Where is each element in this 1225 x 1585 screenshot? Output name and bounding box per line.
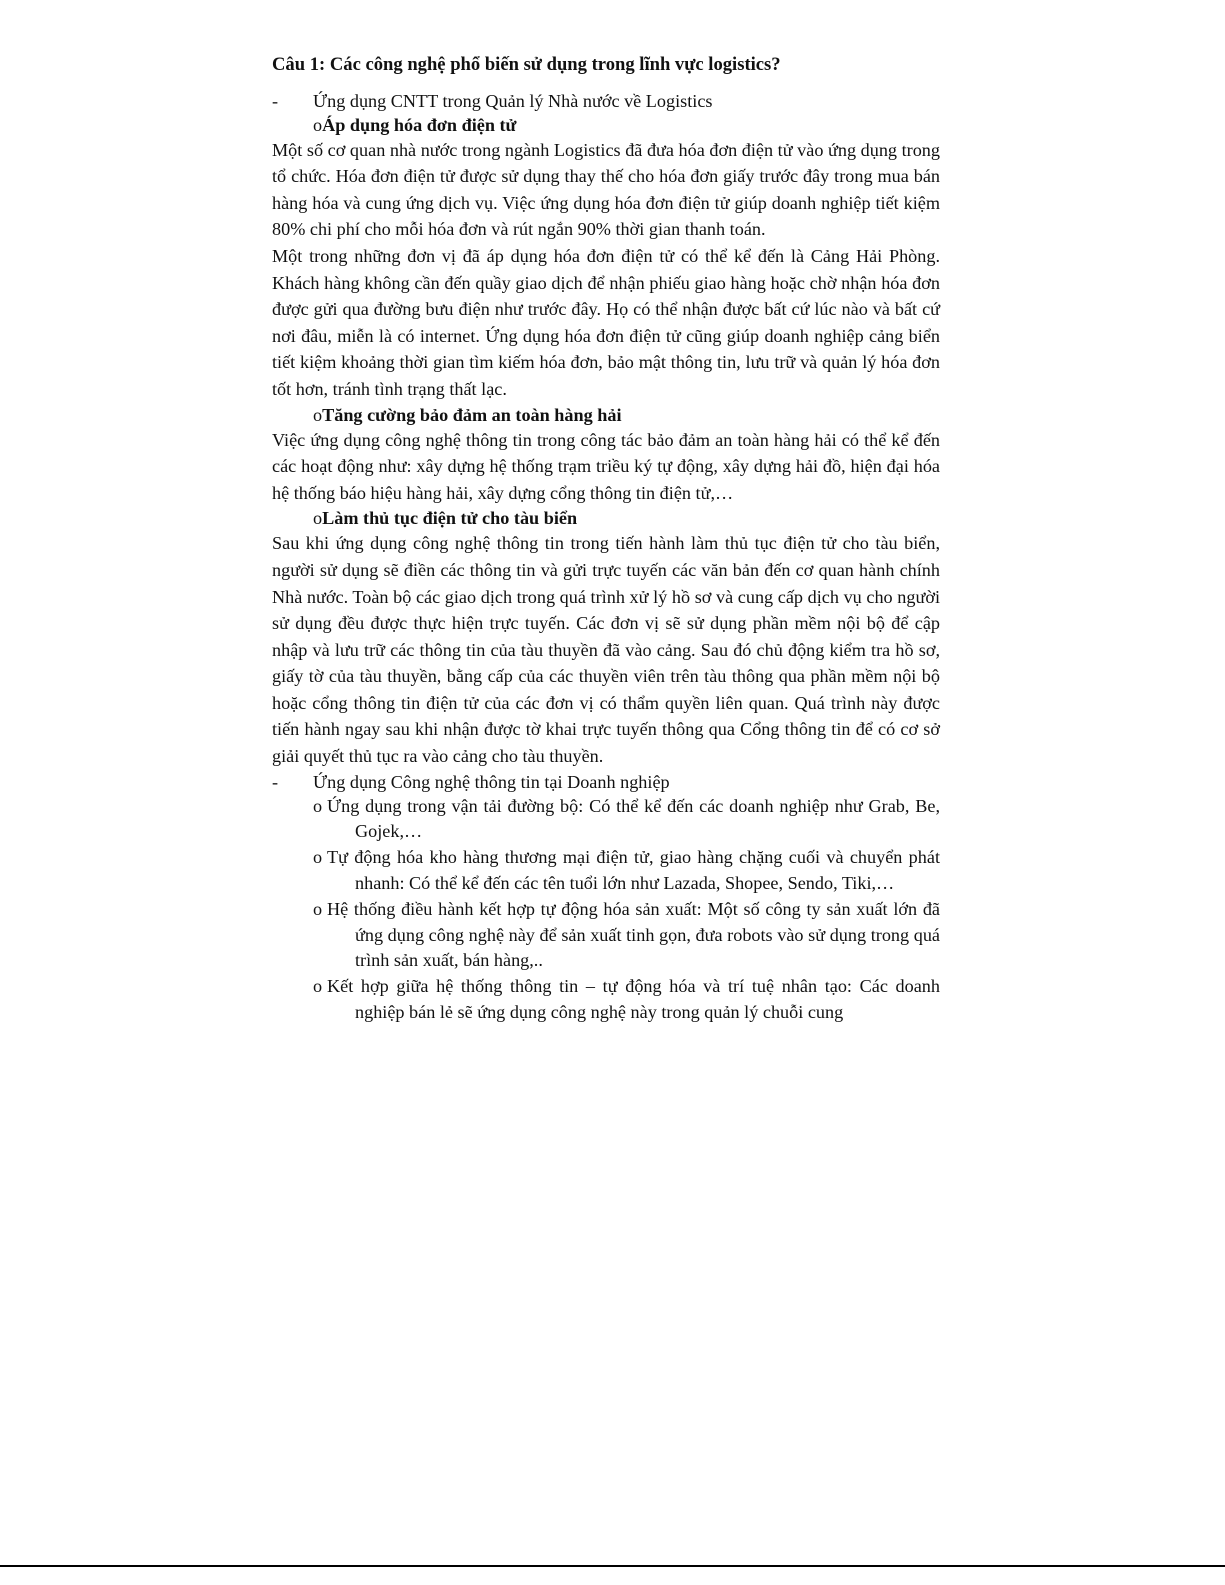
enterprise-list-item [272,845,940,897]
subsection-1-paragraph-2: Một trong những đơn vị đã áp dụng hóa đơn điện tử có thể kể đến là Cảng Hải Phòng. Khách hàng không cần đến quầy giao dịch để nhận phiếu giao hàng hoặc chờ nhận hóa đơn được gửi qua đường bưu điện như trước đây. Họ có thể nhận được bất cứ lúc nào và bất cứ nơi đâu, miễn là có internet. Ứng dụng hóa đơn điện tử cũng giúp doanh nghiệp cảng biển tiết kiệm khoảng thời gian tìm kiếm hóa đơn, bảo mật thông tin, lưu trữ và quản lý hóa đơn tốt hơn, tránh tình trạng thất lạc. [272,245,940,399]
subsection-1-title [272,113,940,137]
section-1-title-text: Ứng dụng CNTT trong Quản lý Nhà nước về Logistics [313,90,713,111]
section-2-title [272,770,940,794]
subsection-1-title-text: Áp dụng hóa đơn điện tử [322,114,517,135]
dash-marker: - [272,771,279,792]
circle-bullet: o [313,976,323,997]
circle-bullet: o [313,404,323,425]
list-item-text: Tự động hóa kho hàng thương mại điện tử, giao hàng chặng cuối và chuyển phát nhanh: Có thể kể đến các tên tuổi lớn như Lazada, Shopee, Sendo, Tiki,… [327,847,940,894]
subsection-3-title [272,506,940,530]
circle-bullet: o [313,898,323,919]
dash-marker: - [272,90,279,111]
circle-bullet: o [313,114,323,135]
enterprise-list-item [272,974,940,1026]
subsection-2-title [272,403,940,427]
list-item-text: Hệ thống điều hành kết hợp tự động hóa sản xuất: Một số công ty sản xuất lớn đã ứng dụng công nghệ này để sản xuất tinh gọn, đưa robots vào sử dụng trong quá trình sản xuất, bán hàng,.. [327,898,940,971]
question-heading: Câu 1: Các công nghệ phổ biến sử dụng trong lĩnh vực logistics? [272,54,781,75]
section-1-title [272,89,940,113]
list-item-text: Kết hợp giữa hệ thống thông tin – tự động hóa và trí tuệ nhân tạo: Các doanh nghiệp bán lẻ sẽ ứng dụng công nghệ này trong quản lý chuỗi cung [327,976,940,1023]
subsection-2-title-text: Tăng cường bảo đảm an toàn hàng hải [322,404,622,425]
circle-bullet: o [313,795,323,816]
subsection-2-paragraph: Việc ứng dụng công nghệ thông tin trong công tác bảo đảm an toàn hàng hải có thể kể đến các hoạt động như: xây dựng hệ thống trạm triều ký tự động, xây dựng hải đồ, hiện đại hóa hệ thống báo hiệu hàng hải, xây dựng cổng thông tin điện tử,… [272,429,940,503]
subsection-3-paragraph: Sau khi ứng dụng công nghệ thông tin trong tiến hành làm thủ tục điện tử cho tàu biển, người sử dụng sẽ điền các thông tin và gửi trực tuyến các văn bản đến cơ quan hành chính Nhà nước. Toàn bộ các giao dịch trong quá trình xử lý hồ sơ và cung cấp dịch vụ cho người sử dụng đều được thực hiện trực tuyến. Các đơn vị sẽ sử dụng phần mềm nội bộ để cập nhập và lưu trữ các thông tin của tàu thuyền đã vào cảng. Sau đó chủ động kiểm tra hồ sơ, giấy tờ của tàu thuyền, bằng cấp của các thuyền viên trên tàu thông qua phần mềm nội bộ hoặc cổng thông tin điện tử của các đơn vị có thẩm quyền liên quan. Quá trình này được tiến hành ngay sau khi nhận được tờ khai trực tuyến thông qua Cổng thông tin để có cơ sở giải quyết thủ tục ra vào cảng cho tàu thuyền. [272,533,940,767]
section-2-title-text: Ứng dụng Công nghệ thông tin tại Doanh nghiệp [313,771,670,792]
document-page [272,52,940,1026]
subsection-3-title-text: Làm thủ tục điện tử cho tàu biển [322,508,578,529]
page-bottom-border [0,1565,1225,1567]
list-item-text: Ứng dụng trong vận tải đường bộ: Có thể kể đến các doanh nghiệp như Grab, Be, Gojek,… [327,795,940,842]
enterprise-list-item [272,794,940,846]
enterprise-list-item [272,897,940,974]
circle-bullet: o [313,508,323,529]
circle-bullet: o [313,847,323,868]
subsection-1-paragraph-1: Một số cơ quan nhà nước trong ngành Logistics đã đưa hóa đơn điện tử vào ứng dụng trong tổ chức. Hóa đơn điện tử được sử dụng thay thế cho hóa đơn giấy trước đây trong mua bán hàng hóa và cung ứng dịch vụ. Việc ứng dụng hóa đơn điện tử giúp doanh nghiệp tiết kiệm 80% chi phí cho mỗi hóa đơn và rút ngắn 90% thời gian thanh toán. [272,139,940,240]
